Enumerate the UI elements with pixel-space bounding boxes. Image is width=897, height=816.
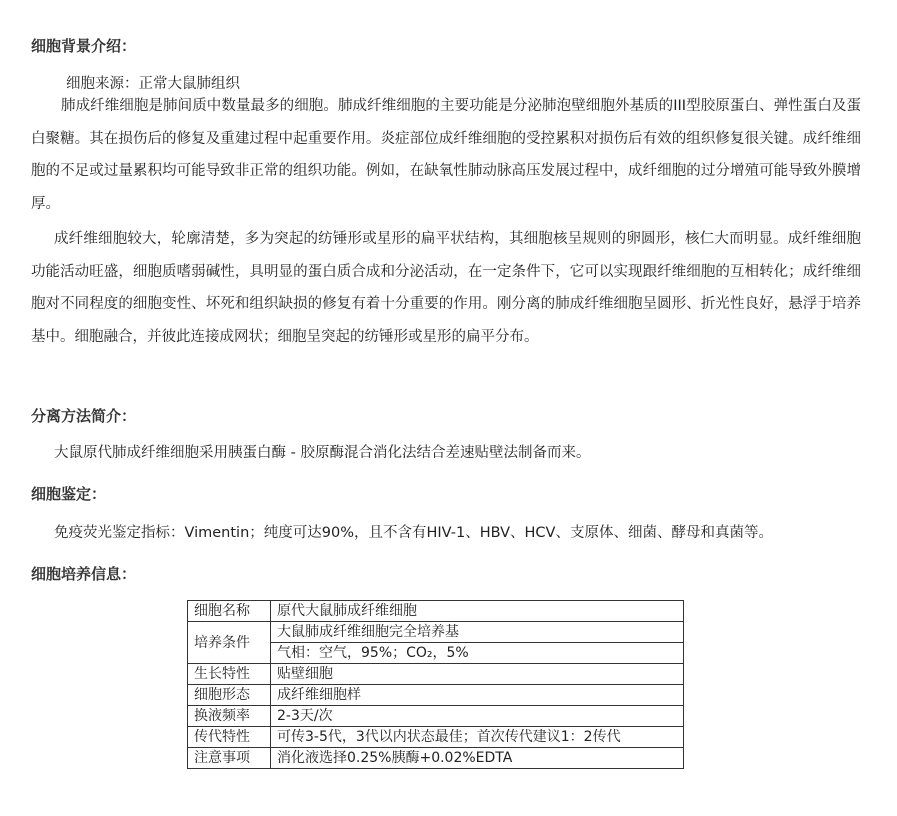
identification-heading: 细胞鉴定： (31, 485, 107, 503)
culture-heading: 细胞培养信息： (31, 565, 137, 583)
table-value: 2-3天/次 (271, 706, 684, 727)
table-row (188, 748, 684, 769)
table-row (188, 706, 684, 727)
table-label: 换液频率 (188, 706, 271, 727)
table-value: 可传3-5代，3代以内状态最佳；首次传代建议1：2传代 (271, 727, 684, 748)
background-heading: 细胞背景介绍： (31, 37, 137, 55)
culture-info-table (187, 600, 684, 769)
table-value: 消化液选择0.25%胰酶+0.02%EDTA (271, 748, 684, 769)
table-label: 细胞名称 (188, 601, 271, 622)
identification-text: 免疫荧光鉴定指标：Vimentin；纯度可达90%，且不含有HIV-1、HBV、HCV、支原体、细菌、酵母和真菌等。 (54, 525, 773, 541)
table-label: 细胞形态 (188, 685, 271, 706)
table-label: 传代特性 (188, 727, 271, 748)
table-row (188, 664, 684, 685)
table-label: 生长特性 (188, 664, 271, 685)
isolation-text: 大鼠原代肺成纤维细胞采用胰蛋白酶 - 胶原酶混合消化法结合差速贴壁法制备而来。 (54, 445, 591, 461)
table-label: 注意事项 (188, 748, 271, 769)
background-paragraph-1: 肺成纤维细胞是肺间质中数量最多的细胞。肺成纤维细胞的主要功能是分泌肺泡壁细胞外基质的III型胶原蛋白、弹性蛋白及蛋白聚糖。其在损伤后的修复及重建过程中起重要作用。炎症部位成纤维细胞的受控累积对损伤后有效的组织修复很关键。成纤维细胞的不足或过量累积均可能导致非正常的组织功能。例如，在缺氧性肺动脉高压发展过程中，成纤细胞的过分增殖可能导致外膜增厚。 (31, 98, 861, 212)
table-row (188, 727, 684, 748)
table-row (188, 685, 684, 706)
table-row (188, 622, 684, 643)
table-value: 大鼠肺成纤维细胞完全培养基 (271, 622, 684, 643)
isolation-heading: 分离方法简介： (31, 407, 137, 425)
table-value: 成纤维细胞样 (271, 685, 684, 706)
table-label: 培养条件 (188, 622, 271, 664)
background-paragraph-2: 成纤维细胞较大，轮廓清楚，多为突起的纺锤形或星形的扁平状结构，其细胞核呈规则的卵圆形，核仁大而明显。成纤维细胞功能活动旺盛，细胞质嗜弱碱性，具明显的蛋白质合成和分泌活动，在一定条件下，它可以实现跟纤维细胞的互相转化；成纤维细胞对不同程度的细胞变性、坏死和组织缺损的修复有着十分重要的作用。刚分离的肺成纤维细胞呈圆形、折光性良好，悬浮于培养基中。细胞融合，并彼此连接成网状；细胞呈突起的纺锤形或星形的扁平分布。 (31, 231, 861, 345)
table-value: 气相：空气，95%；CO₂，5% (271, 643, 684, 664)
table-value: 贴壁细胞 (271, 664, 684, 685)
table-value: 原代大鼠肺成纤维细胞 (271, 601, 684, 622)
cell-source: 细胞来源：正常大鼠肺组织 (66, 76, 240, 92)
table-row (188, 601, 684, 622)
